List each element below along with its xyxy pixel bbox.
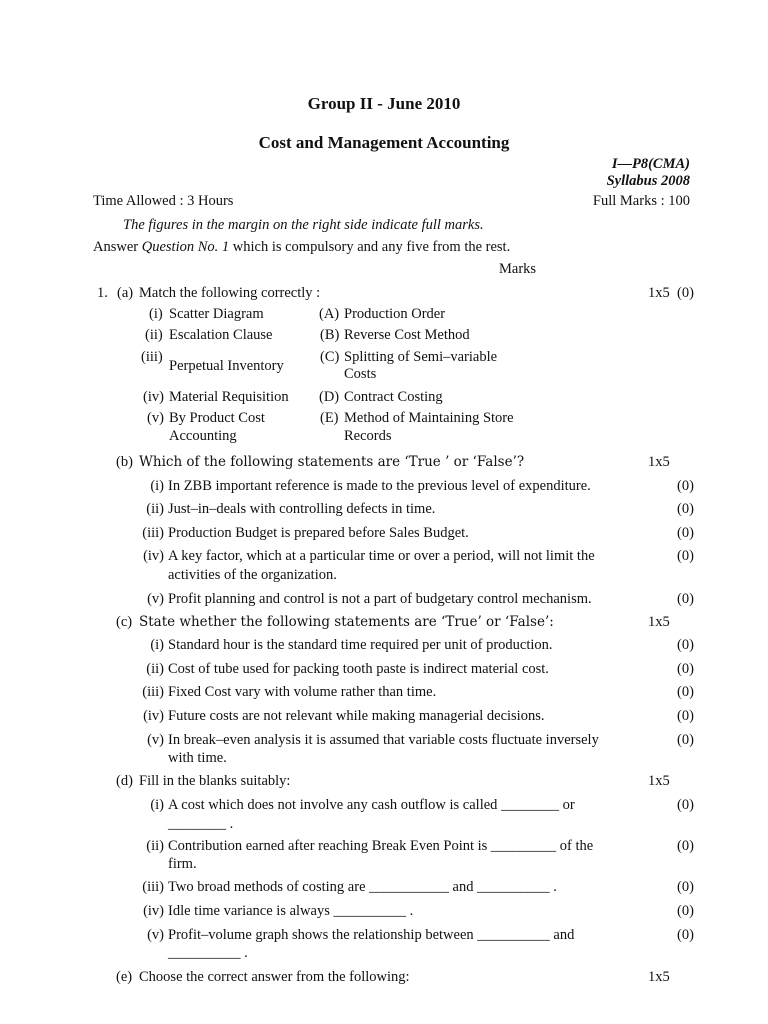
item-score: (0) xyxy=(677,838,694,854)
item-num: (ii) xyxy=(146,661,164,677)
item-text: Contribution earned after reaching Break Even Point is _________ of the xyxy=(168,838,594,854)
time-allowed: Time Allowed : 3 Hours xyxy=(93,193,234,209)
item-text: Cost of tube used for packing tooth paste is indirect material cost. xyxy=(168,661,549,677)
margin-note: The figures in the margin on the right side indicate full marks. xyxy=(123,217,484,233)
match-left-text: Escalation Clause xyxy=(169,327,273,343)
part-d-label: (d) xyxy=(116,773,133,789)
item-num: (ii) xyxy=(146,838,164,854)
item-text: Profit planning and control is not a part of budgetary control mechanism. xyxy=(168,591,592,607)
match-right-text-cont: Records xyxy=(344,428,392,444)
part-a-label: (a) xyxy=(117,285,134,301)
item-score: (0) xyxy=(677,501,694,517)
item-text: In break–even analysis it is assumed that variable costs fluctuate inversely xyxy=(168,732,599,748)
item-num: (v) xyxy=(147,927,164,943)
item-score: (0) xyxy=(677,927,694,943)
match-left-text: Scatter Diagram xyxy=(169,306,264,322)
match-right-num: (B) xyxy=(320,327,340,343)
item-text-cont: firm. xyxy=(168,856,197,872)
item-num: (v) xyxy=(147,732,164,748)
part-c-label: (c) xyxy=(116,614,133,630)
item-text: Production Budget is prepared before Sales Budget. xyxy=(168,525,469,541)
item-num: (i) xyxy=(150,637,164,653)
part-c-text: State whether the following statements are ‘True’ or ‘False’: xyxy=(139,614,554,630)
item-text: Fixed Cost vary with volume rather than time. xyxy=(168,684,437,700)
match-left-text: Perpetual Inventory xyxy=(169,358,284,374)
item-num: (iv) xyxy=(143,708,164,724)
item-num: (v) xyxy=(147,591,164,607)
item-score: (0) xyxy=(677,525,694,541)
part-b-label: (b) xyxy=(116,454,133,470)
item-num: (iv) xyxy=(143,903,164,919)
part-b-text: Which of the following statements are ‘True ’ or ‘False’? xyxy=(139,454,525,470)
item-score: (0) xyxy=(677,548,694,564)
item-score: (0) xyxy=(677,797,694,813)
match-left-num: (iv) xyxy=(143,389,164,405)
part-d-text: Fill in the blanks suitably: xyxy=(139,773,291,789)
match-right-text: Method of Maintaining Store xyxy=(344,410,514,426)
match-left-num: (iii) xyxy=(141,349,163,365)
item-num: (iii) xyxy=(142,684,164,700)
item-text-cont: activities of the organization. xyxy=(168,567,337,583)
item-num: (iv) xyxy=(143,548,164,564)
item-score: (0) xyxy=(677,903,694,919)
item-score: (0) xyxy=(677,879,694,895)
match-right-num: (D) xyxy=(319,389,340,405)
item-num: (iii) xyxy=(142,525,164,541)
match-right-text: Splitting of Semi–variable xyxy=(344,349,498,365)
match-right-text: Contract Costing xyxy=(344,389,443,405)
question-number: 1. xyxy=(97,285,108,301)
instruction-question: Question No. 1 xyxy=(141,239,230,255)
match-right-text-cont: Costs xyxy=(344,366,377,382)
match-left-text: Material Requisition xyxy=(169,389,289,405)
item-text: Idle time variance is always __________ . xyxy=(168,903,414,919)
item-score: (0) xyxy=(677,591,694,607)
item-num: (iii) xyxy=(142,879,164,895)
item-text: Two broad methods of costing are ___________ and __________ . xyxy=(168,879,557,895)
item-text: Standard hour is the standard time required per unit of production. xyxy=(168,637,553,653)
part-a-text: Match the following correctly : xyxy=(139,285,321,301)
item-num: (ii) xyxy=(146,501,164,517)
item-score: (0) xyxy=(677,708,694,724)
part-e-label: (e) xyxy=(116,969,133,985)
syllabus-label: Syllabus 2008 xyxy=(606,173,690,189)
item-num: (i) xyxy=(150,797,164,813)
exam-group-title: Group II - June 2010 xyxy=(307,94,461,113)
match-right-num: (E) xyxy=(320,410,339,426)
item-num: (i) xyxy=(150,478,164,494)
item-score: (0) xyxy=(677,684,694,700)
item-text: A key factor, which at a particular time or over a period, will not limit the xyxy=(168,548,595,564)
item-text-cont: ________ . xyxy=(168,816,234,832)
item-score: (0) xyxy=(677,637,694,653)
paper-code: I—P8(CMA) xyxy=(611,156,690,172)
instruction-pre: Answer xyxy=(93,239,142,255)
instruction-post: which is compulsory and any five from the rest. xyxy=(229,239,511,255)
match-right-text: Production Order xyxy=(344,306,446,322)
item-text: Just–in–deals with controlling defects in time. xyxy=(168,501,436,517)
item-text-cont: __________ . xyxy=(168,945,248,961)
match-left-num: (i) xyxy=(149,306,163,322)
match-left-text-cont: Accounting xyxy=(169,428,237,444)
marks-heading: Marks xyxy=(499,261,537,277)
match-left-text: By Product Cost xyxy=(169,410,265,426)
item-score: (0) xyxy=(677,732,694,748)
part-d-marks: 1x5 xyxy=(648,773,670,789)
part-c-marks: 1x5 xyxy=(648,614,670,630)
instruction xyxy=(93,239,510,256)
part-e-marks: 1x5 xyxy=(648,969,670,985)
part-a-score: (0) xyxy=(677,285,694,301)
item-score: (0) xyxy=(677,478,694,494)
item-text: Profit–volume graph shows the relationship between __________ and xyxy=(168,927,575,943)
part-b-marks: 1x5 xyxy=(648,454,670,470)
match-right-text: Reverse Cost Method xyxy=(344,327,470,343)
paper-title: Cost and Management Accounting xyxy=(258,133,510,152)
item-text-cont: with time. xyxy=(168,750,227,766)
part-e-text: Choose the correct answer from the following: xyxy=(139,969,410,985)
match-right-num: (C) xyxy=(320,349,340,365)
match-left-num: (ii) xyxy=(145,327,163,343)
item-score: (0) xyxy=(677,661,694,677)
match-left-num: (v) xyxy=(147,410,164,426)
item-text: In ZBB important reference is made to the previous level of expenditure. xyxy=(168,478,591,494)
item-text: A cost which does not involve any cash outflow is called ________ or xyxy=(168,797,575,813)
part-a-marks: 1x5 xyxy=(648,285,670,301)
item-text: Future costs are not relevant while making managerial decisions. xyxy=(168,708,545,724)
match-right-num: (A) xyxy=(319,306,340,322)
full-marks: Full Marks : 100 xyxy=(592,193,690,209)
